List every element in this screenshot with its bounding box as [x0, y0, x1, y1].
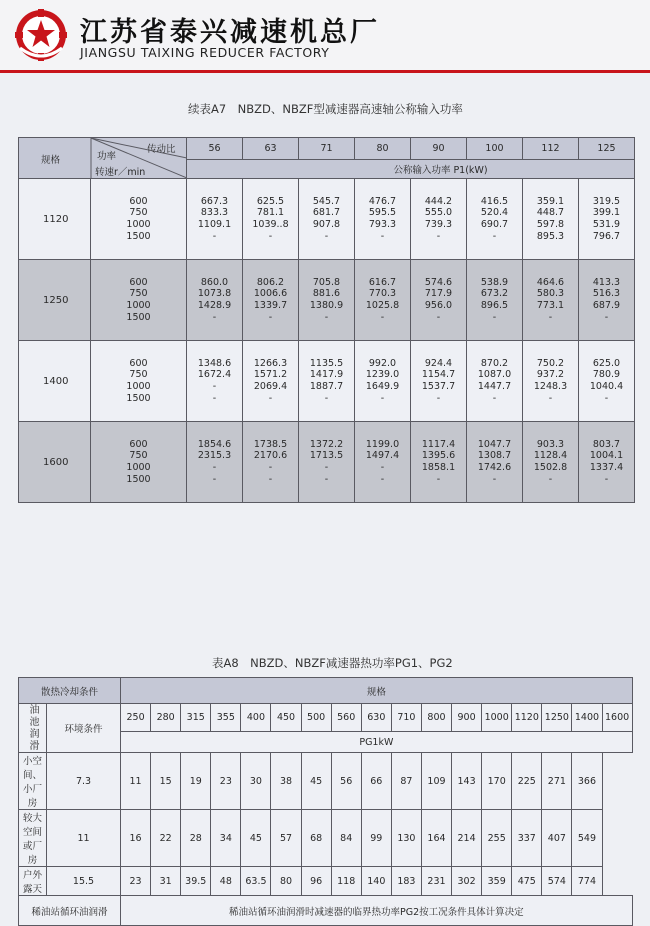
power-value: 1248.3	[533, 381, 568, 392]
ratio-header: 63	[243, 138, 299, 160]
thermal-power-cell: 366	[572, 753, 602, 810]
power-value: -	[380, 473, 385, 485]
power-value: 1738.5	[253, 438, 288, 450]
power-value: -	[548, 392, 553, 404]
power-value: 907.8	[312, 219, 341, 230]
power-value: 416.5	[480, 195, 509, 207]
speed-value: 750	[129, 369, 148, 381]
thermal-power-cell: 22	[151, 810, 181, 867]
power-value: 545.7	[312, 195, 341, 207]
power-value: 1117.4	[421, 438, 456, 450]
power-value: 1025.8	[365, 300, 400, 311]
power-value: 2315.3	[197, 450, 232, 462]
speed-value: 750	[129, 288, 148, 300]
spec-size-header: 1600	[602, 704, 632, 732]
power-cell	[523, 422, 579, 503]
thermal-power-cell: 84	[331, 810, 361, 867]
power-cell	[187, 260, 243, 341]
spec-size-header: 400	[241, 704, 271, 732]
power-value: -	[548, 473, 553, 485]
unit-label: 公称输入功率 P1(kW)	[393, 164, 488, 176]
power-value: 448.7	[536, 207, 565, 219]
thermal-power-cell: 183	[391, 867, 421, 896]
thermal-power-cell: 164	[421, 810, 451, 867]
power-value: 399.1	[592, 207, 621, 219]
power-value: 780.9	[592, 369, 621, 381]
oil-bath-group	[19, 704, 47, 753]
power-cell	[411, 422, 467, 503]
speed-value: 1000	[126, 300, 151, 311]
power-cell	[187, 341, 243, 422]
spec-cell: 1600	[19, 422, 91, 503]
thermal-power-cell: 45	[301, 753, 331, 810]
thermal-power-cell: 68	[301, 810, 331, 867]
spec-size-header: 1120	[512, 704, 542, 732]
thermal-power-cell: 359	[482, 867, 512, 896]
spec-size-header: 250	[121, 704, 151, 732]
thermal-power-cell: 39.5	[181, 867, 211, 896]
power-value: -	[436, 473, 441, 485]
company-name-en: JIANGSU TAIXING REDUCER FACTORY	[80, 45, 330, 60]
power-cell	[299, 260, 355, 341]
speed-value: 1000	[126, 381, 151, 392]
power-value: 1887.7	[309, 381, 344, 392]
power-value: 625.5	[256, 195, 285, 207]
power-value: 793.3	[368, 219, 397, 230]
unit-header	[187, 159, 635, 178]
table-a7-corner-header	[19, 138, 187, 179]
power-value: 1428.9	[197, 300, 232, 311]
spec-cell: 1120	[19, 179, 91, 260]
env-condition-header: 环境条件	[47, 704, 121, 753]
power-value: -	[212, 392, 217, 404]
power-value: 2170.6	[253, 450, 288, 462]
spec-size-header: 1400	[572, 704, 602, 732]
ratio-header: 71	[299, 138, 355, 160]
power-value: 956.0	[424, 300, 453, 311]
power-value: -	[268, 462, 273, 473]
spec-size-header: 630	[361, 704, 391, 732]
power-value: 1447.7	[477, 381, 512, 392]
ratio-header: 56	[187, 138, 243, 160]
thermal-power-cell: 109	[421, 753, 451, 810]
thermal-power-cell: 143	[452, 753, 482, 810]
speeds-cell	[91, 179, 187, 260]
power-cell	[523, 341, 579, 422]
ratio-header: 80	[355, 138, 411, 160]
thermal-power-cell: 302	[452, 867, 482, 896]
speed-value: 1500	[126, 311, 151, 323]
power-value: 1109.1	[197, 219, 232, 230]
power-value: 1039..8	[252, 219, 289, 230]
thermal-power-cell: 16	[121, 810, 151, 867]
power-value: 1239.0	[365, 369, 400, 381]
power-value: 531.9	[592, 219, 621, 230]
power-value: 773.1	[536, 300, 565, 311]
power-value: 1649.9	[365, 381, 400, 392]
ratio-header: 100	[467, 138, 523, 160]
spec-size-header: 355	[211, 704, 241, 732]
speed-value: 600	[129, 357, 148, 369]
power-cell	[579, 341, 635, 422]
thermal-power-cell: 56	[331, 753, 361, 810]
power-value: 2069.4	[253, 381, 288, 392]
power-value: 803.7	[592, 438, 621, 450]
power-value: 1348.6	[197, 357, 232, 369]
thermal-power-cell: 19	[181, 753, 211, 810]
power-value: -	[212, 311, 217, 323]
thermal-power-cell: 63.5	[241, 867, 271, 896]
spec-cell: 1250	[19, 260, 91, 341]
thermal-power-cell: 23	[211, 753, 241, 810]
power-value: 1135.5	[309, 357, 344, 369]
spec-size-header: 1000	[482, 704, 512, 732]
power-value: 992.0	[368, 357, 397, 369]
power-value: 1199.0	[365, 438, 400, 450]
thermal-power-cell: 45	[241, 810, 271, 867]
power-value: 1742.6	[477, 462, 512, 473]
ratio-header: 112	[523, 138, 579, 160]
power-value: 924.4	[424, 357, 453, 369]
oil-bath-label: 油池润滑	[27, 704, 38, 752]
power-value: -	[436, 392, 441, 404]
spec-size-header: 800	[421, 704, 451, 732]
power-value: -	[268, 230, 273, 242]
table-a8-title: 表A8 NBZD、NBZF减速器热功率PG1、PG2	[212, 656, 453, 670]
power-value: 705.8	[312, 276, 341, 288]
power-value: -	[212, 230, 217, 242]
speed-value: 750	[129, 450, 148, 462]
thermal-power-cell: 66	[361, 753, 391, 810]
thermal-power-cell: 170	[482, 753, 512, 810]
power-value: 690.7	[480, 219, 509, 230]
power-value: -	[604, 473, 609, 485]
power-value: 717.9	[424, 288, 453, 300]
environment-label: 户外露天	[19, 867, 47, 896]
thermal-power-cell: 11	[121, 753, 151, 810]
power-value: -	[380, 462, 385, 473]
power-value: 444.2	[424, 195, 453, 207]
power-value: 616.7	[368, 276, 397, 288]
table-row	[19, 422, 635, 503]
power-value: 667.3	[200, 195, 229, 207]
power-value: 881.6	[312, 288, 341, 300]
power-value: 1128.4	[533, 450, 568, 462]
power-value: -	[492, 392, 497, 404]
thermal-power-cell: 774	[572, 867, 602, 896]
environment-label: 较大空间或厂房	[19, 810, 47, 867]
page-header	[0, 0, 650, 70]
thermal-power-cell: 57	[271, 810, 301, 867]
power-cell	[355, 260, 411, 341]
power-cell	[187, 422, 243, 503]
speed-value: 1500	[126, 230, 151, 242]
power-value: 1502.8	[533, 462, 568, 473]
power-cell	[243, 422, 299, 503]
power-cell	[411, 341, 467, 422]
thermal-power-cell: 140	[361, 867, 391, 896]
spec-cell: 1400	[19, 341, 91, 422]
speed-value: 750	[129, 207, 148, 219]
power-value: -	[268, 473, 273, 485]
power-cell	[579, 179, 635, 260]
power-value: 903.3	[536, 438, 565, 450]
table-row	[19, 867, 633, 896]
thermal-power-cell: 475	[512, 867, 542, 896]
power-value: 595.5	[368, 207, 397, 219]
power-value: 580.3	[536, 288, 565, 300]
power-value: 1087.0	[477, 369, 512, 381]
power-value: 1004.1	[589, 450, 624, 462]
thermal-power-cell: 80	[271, 867, 301, 896]
thermal-power-cell: 30	[241, 753, 271, 810]
speed-value: 600	[129, 438, 148, 450]
thermal-power-cell: 48	[211, 867, 241, 896]
speeds-cell	[91, 260, 187, 341]
power-value: 750.2	[536, 357, 565, 369]
power-value: 464.6	[536, 276, 565, 288]
corner-ratio-label: 传动比	[147, 144, 176, 155]
power-value: -	[324, 462, 329, 473]
company-name-cn: 江苏省泰兴减速机总厂	[80, 17, 380, 48]
power-value: 1571.2	[253, 369, 288, 381]
corner-spec-label: 规格	[41, 155, 61, 166]
power-value: 520.4	[480, 207, 509, 219]
thermal-power-cell: 574	[542, 867, 572, 896]
power-value: 1308.7	[477, 450, 512, 462]
cooling-condition-header: 散热冷却条件	[19, 678, 121, 704]
power-value: -	[436, 311, 441, 323]
thermal-power-cell: 34	[211, 810, 241, 867]
power-value: 625.0	[592, 357, 621, 369]
power-value: -	[212, 473, 217, 485]
power-value: 1372.2	[309, 438, 344, 450]
power-value: 895.3	[536, 230, 565, 242]
power-cell	[411, 260, 467, 341]
speed-value: 600	[129, 195, 148, 207]
power-value: 413.3	[592, 276, 621, 288]
power-cell	[411, 179, 467, 260]
table-row	[19, 341, 635, 422]
power-value: -	[492, 473, 497, 485]
table-row	[19, 810, 633, 867]
power-cell	[523, 179, 579, 260]
power-cell	[187, 179, 243, 260]
thermal-power-cell: 38	[271, 753, 301, 810]
thermal-power-cell: 7.3	[47, 753, 121, 810]
power-value: 781.1	[256, 207, 285, 219]
thermal-power-cell: 549	[572, 810, 602, 867]
spec-size-header: 710	[391, 704, 421, 732]
power-value: -	[324, 392, 329, 404]
power-value: 1537.7	[421, 381, 456, 392]
power-value: 1339.7	[253, 300, 288, 311]
thermal-power-cell: 11	[47, 810, 121, 867]
power-cell	[579, 422, 635, 503]
power-value: 1854.6	[197, 438, 232, 450]
power-value: -	[268, 311, 273, 323]
power-value: 1266.3	[253, 357, 288, 369]
power-cell	[243, 179, 299, 260]
power-value: 1047.7	[477, 438, 512, 450]
thermal-unit-header: PG1kW	[121, 732, 633, 753]
header-divider	[0, 70, 650, 73]
table-row	[19, 179, 635, 260]
power-value: 687.9	[592, 300, 621, 311]
power-value: 770.3	[368, 288, 397, 300]
company-logo	[14, 8, 68, 62]
thermal-power-cell: 15	[151, 753, 181, 810]
spec-size-header: 1250	[542, 704, 572, 732]
power-cell	[579, 260, 635, 341]
thermal-power-cell: 118	[331, 867, 361, 896]
power-value: 1154.7	[421, 369, 456, 381]
power-value: 860.0	[200, 276, 229, 288]
power-value: 555.0	[424, 207, 453, 219]
power-value: -	[492, 230, 497, 242]
power-value: -	[268, 392, 273, 404]
power-value: -	[604, 311, 609, 323]
power-value: -	[324, 230, 329, 242]
spec-size-header: 560	[331, 704, 361, 732]
power-value: 1395.6	[421, 450, 456, 462]
power-value: -	[324, 311, 329, 323]
power-value: -	[380, 311, 385, 323]
power-value: -	[380, 230, 385, 242]
speed-value: 1000	[126, 462, 151, 473]
power-value: 1073.8	[197, 288, 232, 300]
speeds-cell	[91, 422, 187, 503]
power-value: 1713.5	[309, 450, 344, 462]
power-value: 1380.9	[309, 300, 344, 311]
speeds-cell	[91, 341, 187, 422]
power-cell	[355, 341, 411, 422]
power-value: 319.5	[592, 195, 621, 207]
thermal-power-cell: 271	[542, 753, 572, 810]
thermal-power-cell: 407	[542, 810, 572, 867]
thermal-power-cell: 31	[151, 867, 181, 896]
spec-size-header: 500	[301, 704, 331, 732]
power-value: 937.2	[536, 369, 565, 381]
environment-label: 小空间、小厂房	[19, 753, 47, 810]
corner-speed-label: 转速r／min	[95, 167, 146, 178]
power-value: 739.3	[424, 219, 453, 230]
power-cell	[467, 341, 523, 422]
spec-size-header: 315	[181, 704, 211, 732]
power-value: -	[548, 311, 553, 323]
thermal-power-cell: 214	[452, 810, 482, 867]
power-value: 1337.4	[589, 462, 624, 473]
power-cell	[243, 341, 299, 422]
table-a7	[18, 137, 635, 503]
power-cell	[467, 260, 523, 341]
spec-size-header: 280	[151, 704, 181, 732]
power-value: 681.7	[312, 207, 341, 219]
power-value: -	[324, 473, 329, 485]
thermal-power-cell: 337	[512, 810, 542, 867]
speed-value: 1500	[126, 392, 151, 404]
table-row	[19, 260, 635, 341]
power-cell	[299, 341, 355, 422]
power-value: 574.6	[424, 276, 453, 288]
power-value: 870.2	[480, 357, 509, 369]
power-cell	[523, 260, 579, 341]
thermal-power-cell: 99	[361, 810, 391, 867]
thermal-power-cell: 87	[391, 753, 421, 810]
thermal-power-cell: 96	[301, 867, 331, 896]
power-cell	[299, 422, 355, 503]
spec-header: 规格	[121, 678, 633, 704]
power-value: -	[604, 392, 609, 404]
power-value: -	[212, 462, 217, 473]
power-cell	[467, 179, 523, 260]
thermal-power-cell: 15.5	[47, 867, 121, 896]
corner-power-label: 功率	[97, 151, 117, 162]
power-value: 1040.4	[589, 381, 624, 392]
ratio-header: 125	[579, 138, 635, 160]
power-value: -	[380, 392, 385, 404]
power-value: 476.7	[368, 195, 397, 207]
spec-size-header: 900	[452, 704, 482, 732]
power-value: -	[212, 381, 217, 392]
speed-value: 1500	[126, 473, 151, 485]
power-value: 806.2	[256, 276, 285, 288]
power-value: 359.1	[536, 195, 565, 207]
speed-value: 600	[129, 276, 148, 288]
circulation-lubrication-note: 稀油站循环油润滑时减速器的临界热功率PG2按工况条件具体计算决定	[121, 896, 633, 926]
table-a8	[18, 677, 633, 926]
thermal-power-cell: 255	[482, 810, 512, 867]
power-value: 1497.4	[365, 450, 400, 462]
thermal-power-cell: 28	[181, 810, 211, 867]
table-a7-title: 续表A7 NBZD、NBZF型减速器高速轴公称输入功率	[188, 102, 463, 116]
spec-size-header: 450	[271, 704, 301, 732]
thermal-power-cell: 231	[421, 867, 451, 896]
power-cell	[299, 179, 355, 260]
circulation-lubrication-label: 稀油站循环油润滑	[19, 896, 121, 926]
power-value: 796.7	[592, 230, 621, 242]
thermal-power-cell: 23	[121, 867, 151, 896]
speed-value: 1000	[126, 219, 151, 230]
power-value: -	[492, 311, 497, 323]
power-value: 1006.6	[253, 288, 288, 300]
power-value: 597.8	[536, 219, 565, 230]
power-cell	[243, 260, 299, 341]
power-value: -	[436, 230, 441, 242]
thermal-power-cell: 225	[512, 753, 542, 810]
power-value: 1672.4	[197, 369, 232, 381]
power-cell	[355, 422, 411, 503]
ratio-header: 90	[411, 138, 467, 160]
power-value: 1858.1	[421, 462, 456, 473]
power-value: 516.3	[592, 288, 621, 300]
power-cell	[467, 422, 523, 503]
power-value: 1417.9	[309, 369, 344, 381]
table-row	[19, 753, 633, 810]
power-value: 833.3	[200, 207, 229, 219]
power-value: 538.9	[480, 276, 509, 288]
power-cell	[355, 179, 411, 260]
power-value: 673.2	[480, 288, 509, 300]
power-value: 896.5	[480, 300, 509, 311]
thermal-power-cell: 130	[391, 810, 421, 867]
